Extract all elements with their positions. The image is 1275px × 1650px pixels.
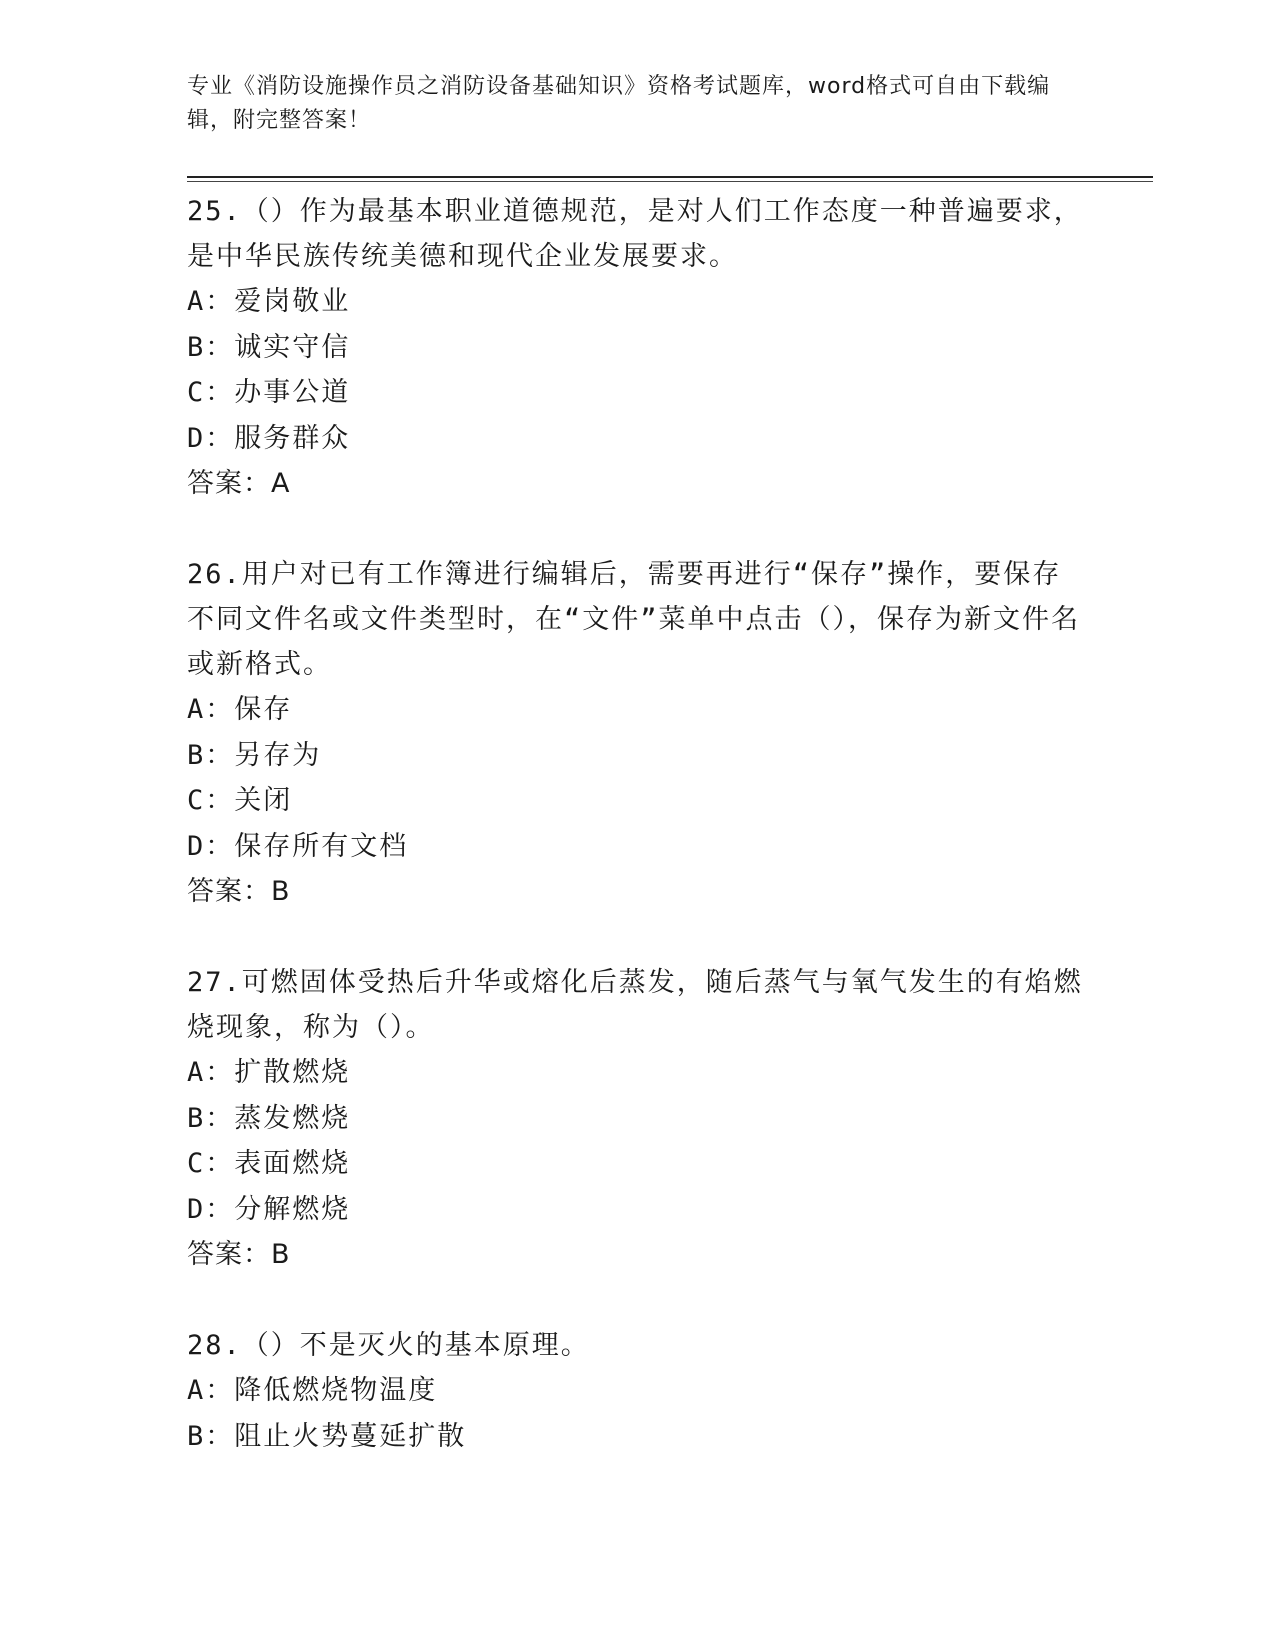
answer: 答案：B	[187, 1239, 291, 1270]
question-spacer	[187, 506, 1087, 552]
option-d: D：分解燃烧	[187, 1193, 351, 1225]
question-stem: 27.可燃固体受热后升华或熔化后蒸发，随后蒸气与氧气发生的有焰燃烧现象，称为（）。	[187, 967, 1083, 1043]
question-stem: 26.用户对已有工作簿进行编辑后，需要再进行“保存”操作，要保存不同文件名或文件类型时，在“文件”菜单中点击（），保存为新文件名或新格式。	[187, 559, 1081, 680]
page-header: 专业《消防设施操作员之消防设备基础知识》资格考试题库，word格式可自由下载编辑，附完整答案！	[187, 74, 1051, 133]
header-divider-thick	[187, 176, 1153, 178]
question-stem: 25.（）作为最基本职业道德规范，是对人们工作态度一种普遍要求，是中华民族传统美德和现代企业发展要求。	[187, 196, 1083, 272]
question-28	[187, 1323, 1087, 1459]
option-d: D：服务群众	[187, 422, 351, 454]
answer: 答案：A	[187, 468, 291, 499]
answer: 答案：B	[187, 876, 291, 907]
option-a: A：降低燃烧物温度	[187, 1375, 438, 1406]
question-list	[187, 189, 1087, 1459]
question-stem: 28.（）不是灭火的基本原理。	[187, 1330, 590, 1361]
question-25	[187, 189, 1087, 506]
header-divider-thin	[187, 181, 1153, 182]
option-b: B：阻止火势蔓延扩散	[187, 1420, 467, 1452]
option-a: A：扩散燃烧	[187, 1057, 351, 1088]
option-a: A：保存	[187, 694, 293, 725]
option-b: B：另存为	[187, 739, 322, 771]
option-b: B：蒸发燃烧	[187, 1102, 351, 1134]
option-c: C：表面燃烧	[187, 1148, 351, 1179]
question-spacer	[187, 914, 1087, 960]
option-d: D：保存所有文档	[187, 830, 409, 862]
option-c: C：办事公道	[187, 377, 351, 408]
question-27	[187, 960, 1087, 1277]
question-26	[187, 552, 1087, 914]
question-spacer	[187, 1277, 1087, 1323]
option-b: B：诚实守信	[187, 331, 351, 363]
option-a: A：爱岗敬业	[187, 286, 351, 317]
option-c: C：关闭	[187, 785, 293, 816]
